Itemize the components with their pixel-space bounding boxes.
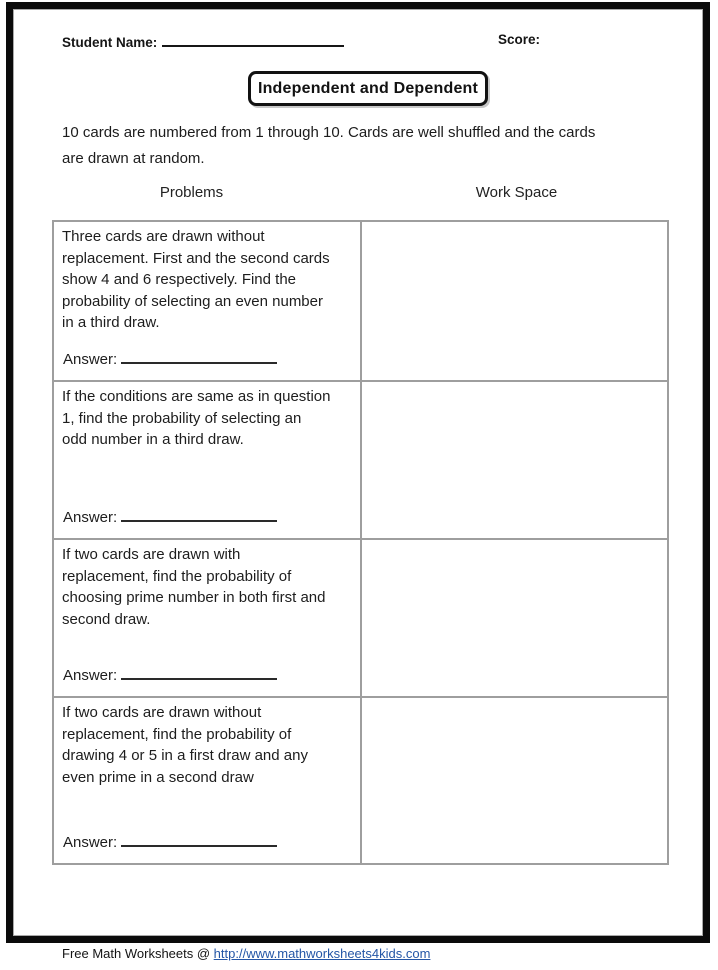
worksheet-title-box xyxy=(248,71,488,106)
worksheet-title: Independent and Dependent xyxy=(257,79,479,97)
problem-cell-2 xyxy=(54,382,362,540)
footer-credit xyxy=(62,946,430,961)
workspace-cell-4 xyxy=(362,698,667,863)
footer-link[interactable]: http://www.mathworksheets4kids.com xyxy=(213,946,431,961)
student-name-field xyxy=(62,32,344,50)
problem-text-2: If the conditions are same as in question 1, find the probability of selecting an odd number in a third draw. xyxy=(62,388,331,449)
answer-row-1 xyxy=(63,349,277,371)
answer-label: Answer: xyxy=(63,834,118,852)
footer-credit-text: Free Math Worksheets @ xyxy=(62,946,214,961)
workspace-cell-2 xyxy=(362,382,667,540)
problem-cell-1 xyxy=(54,222,362,382)
answer-blank-line-1 xyxy=(121,349,277,364)
answer-label: Answer: xyxy=(63,667,118,685)
answer-row-4 xyxy=(63,832,277,854)
problem-cell-4 xyxy=(54,698,362,863)
workspace-cell-1 xyxy=(362,222,667,382)
answer-blank-line-3 xyxy=(121,665,277,680)
answer-label: Answer: xyxy=(63,351,118,369)
answer-row-3 xyxy=(63,665,277,687)
workspace-cell-3 xyxy=(362,540,667,698)
student-name-blank-line xyxy=(162,32,344,47)
student-name-label: Student Name: xyxy=(62,35,158,50)
worksheet-page xyxy=(13,9,703,936)
intro-text: 10 cards are numbered from 1 through 10. Cards are well shuffled and the cards are drawn at random. xyxy=(62,124,596,167)
workspace-column-header: Work Space xyxy=(475,184,558,201)
problem-cell-3 xyxy=(54,540,362,698)
problems-table xyxy=(52,220,669,865)
answer-blank-line-4 xyxy=(121,832,277,847)
problem-text-3: If two cards are drawn with replacement, find the probability of choosing prime number in both first and second draw. xyxy=(62,546,326,628)
answer-row-2 xyxy=(63,507,277,529)
problem-text-4: If two cards are drawn without replacement, find the probability of drawing 4 or 5 in a first draw and any even prime in a second draw xyxy=(62,704,308,786)
score-label: Score: xyxy=(498,32,541,47)
worksheet-page-frame xyxy=(6,2,710,943)
answer-blank-line-2 xyxy=(121,507,277,522)
problems-column-header: Problems xyxy=(159,184,224,201)
answer-label: Answer: xyxy=(63,509,118,527)
problem-text-1: Three cards are drawn without replacement. First and the second cards show 4 and 6 respectively. Find the probability of selecting an even number in a third draw. xyxy=(62,228,330,332)
